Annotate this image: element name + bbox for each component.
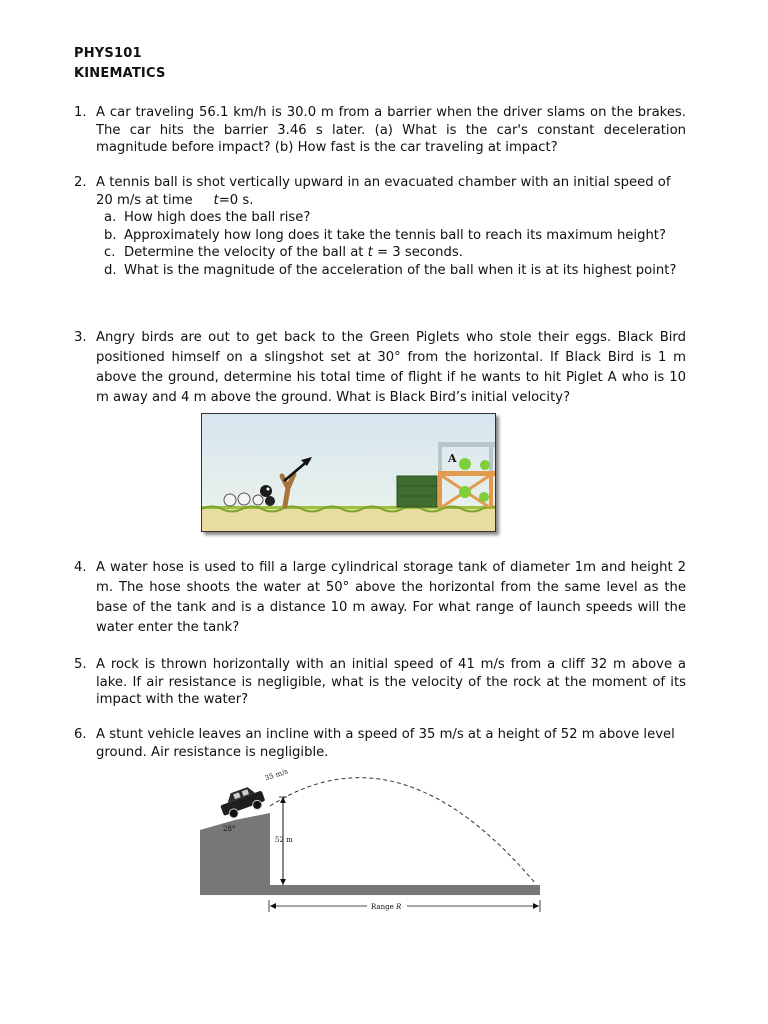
question-text: Angry birds are out to get back to the Green Piglets who stole their eggs. Black Bird positioned himself on a slingshot set at 30° from the horizontal. If Black Bird is 1 m above the ground, determine his total time of flight if he wants to hit Piglet A who is 10 m away and 4 m above the ground. What is Black Bird’s initial velocity? [96,330,686,405]
subquestion-c [74,244,686,262]
question-number: 1. [74,105,87,120]
subquestion-text: Approximately how long does it take the tennis ball to reach its maximum height? [124,227,666,243]
topic-title: KINEMATICS [74,66,166,81]
question-3 [74,328,686,408]
subquestion-list [74,209,686,279]
question-text-part: =0 s. [218,192,254,208]
stunt-vehicle-figure [195,758,545,918]
subquestion-text: What is the magnitude of the acceleration of the ball when it is at its highest point? [124,262,677,278]
question-number: 4. [74,560,87,575]
subquestion-text-part: = 3 seconds. [372,245,463,260]
question-2 [74,174,686,279]
question-number: 3. [74,330,87,345]
question-text: A rock is thrown horizontally with an initial speed of 41 m/s from a cliff 32 m above a lake. If air resistance is negligible, what is the velocity of the rock at the moment of its impact with the water? [96,657,686,707]
range-variable: R [395,903,402,911]
subquestion-text-part: Determine the velocity of the ball at [124,245,368,260]
height-label: 52 m [275,836,293,844]
piglet-a-label: A [448,452,457,465]
subquestion-label: c. [104,245,116,260]
question-1 [74,104,686,157]
question-4 [74,558,686,638]
question-text: A car traveling 56.1 km/h is 30.0 m from a barrier when the driver slams on the brakes. The car hits the barrier 3.46 s later. (a) What is the car's constant deceleration magnitude before impact? (b) How fast is the car traveling at impact? [96,105,686,155]
question-6 [74,726,686,761]
course-code: PHYS101 [74,46,142,61]
subquestion-b [74,227,686,245]
question-number: 6. [74,727,87,742]
question-text-part: A tennis ball is shot vertically upward in an evacuated chamber with an initial speed of 20 m/s at time [96,175,671,208]
angry-birds-illustration [202,414,495,531]
svg-text:Range R [371,903,402,911]
speed-label: 35 m/s [263,767,289,783]
stunt-vehicle-diagram [195,758,545,918]
subquestion-a [74,209,686,227]
question-number: 2. [74,175,87,190]
angry-birds-figure [201,413,496,532]
subquestion-d [74,262,686,280]
subquestion-label: a. [104,210,117,225]
question-number: 5. [74,657,87,672]
question-text [96,174,686,209]
subquestion-text: How high does the ball rise? [124,210,311,225]
range-label: Range [371,903,394,911]
question-text: A water hose is used to fill a large cylindrical storage tank of diameter 1m and height 2 m. The hose shoots the water at 50° above the horizontal from the same level as the base of the tank and is a distance 10 m away. For what range of launch speeds will the water enter the tank? [96,560,686,635]
question-5 [74,656,686,709]
angle-label: 28° [223,825,236,833]
subquestion-label: b. [104,227,117,243]
question-text: A stunt vehicle leaves an incline with a speed of 35 m/s at a height of 52 m above level ground. Air resistance is negligible. [96,727,675,760]
time-variable: t [213,192,219,208]
time-variable: t [367,245,373,260]
subquestion-label: d. [104,262,117,278]
